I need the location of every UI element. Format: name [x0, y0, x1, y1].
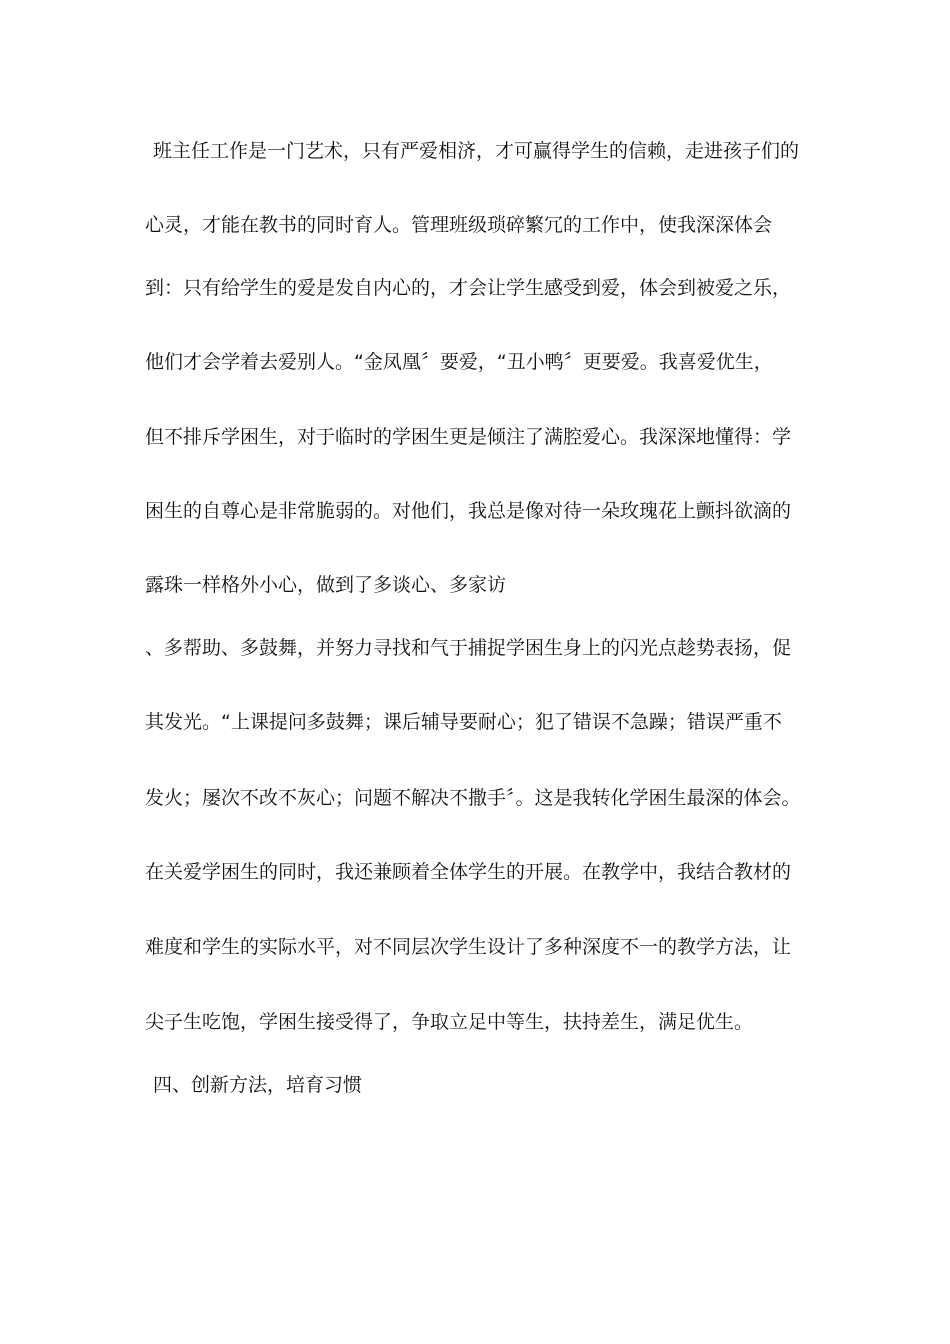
- paragraph-line: 到：只有给学生的爱是发自内心的，才会让学生感受到爱，体会到被爱之乐，: [145, 277, 792, 299]
- section-heading: 四、创新方法，培育习惯: [153, 1074, 363, 1096]
- paragraph-line: 班主任工作是一门艺术，只有严爱相济，才可赢得学生的信赖，走进孩子们的: [153, 140, 800, 162]
- paragraph-line: 难度和学生的实际水平，对不同层次学生设计了多种深度不一的教学方法，让: [145, 936, 792, 958]
- paragraph-line: 、多帮助、多鼓舞，并努力寻找和气于捕捉学困生身上的闪光点趁势表扬，促: [145, 637, 792, 659]
- paragraph-line: 发火；屡次不改不灰心；问题不解决不撒手〞。这是我转化学困生最深的体会。: [145, 787, 801, 809]
- paragraph-line: 尖子生吃饱，学困生接受得了，争取立足中等生，扶持差生，满足优生。: [145, 1011, 754, 1033]
- paragraph-line: 在关爱学困生的同时，我还兼顾着全体学生的开展。在教学中，我结合教材的: [145, 861, 792, 883]
- paragraph-line: 他们才会学着去爱别人。“金凤凰〞要爱，“丑小鸭〞更要爱。我喜爱优生，: [145, 351, 773, 373]
- paragraph-line: 其发光。“上课提问多鼓舞；课后辅导要耐心；犯了错误不急躁；错误严重不: [145, 711, 782, 733]
- paragraph-line: 困生的自尊心是非常脆弱的。对他们，我总是像对待一朵玫瑰花上颤抖欲滴的: [145, 500, 792, 522]
- paragraph-line: 露珠一样格外小心，做到了多谈心、多家访: [145, 574, 507, 596]
- paragraph-line: 但不排斥学困生，对于临时的学困生更是倾注了满腔爱心。我深深地懂得：学: [145, 426, 792, 448]
- paragraph-line: 心灵，才能在教书的同时育人。管理班级琐碎繁冗的工作中，使我深深体会: [145, 214, 773, 236]
